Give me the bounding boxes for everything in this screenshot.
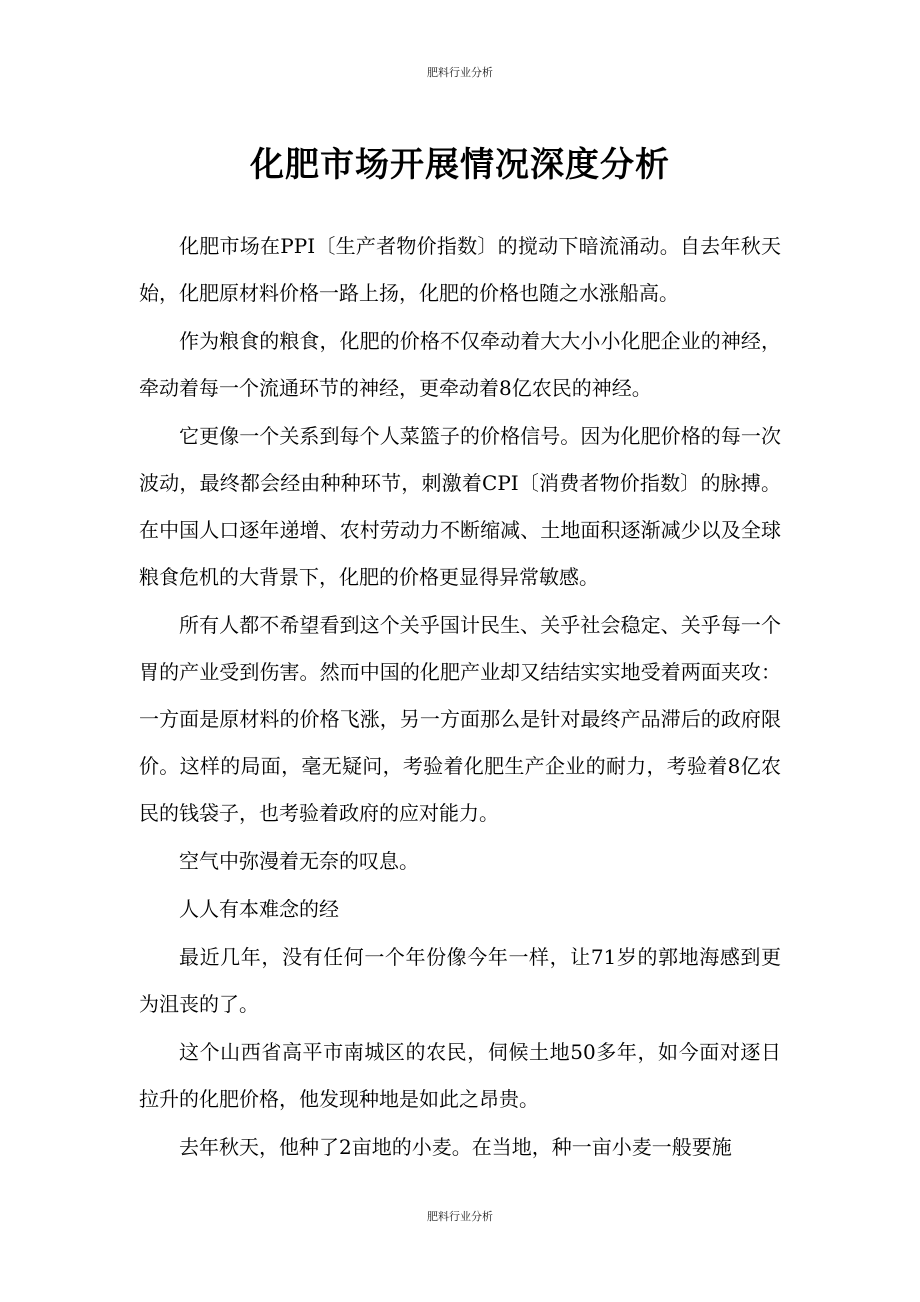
body-paragraph: 空气中弥漫着无奈的叹息。 xyxy=(179,849,419,873)
body-paragraph: 化肥市场在PPI〔生产者物价指数〕的搅动下暗流涌动。自去年秋天始，化肥原材料价格一路上扬，化肥的价格也随之水涨船高。 xyxy=(139,234,781,305)
body-paragraph: 作为粮食的粮食，化肥的价格不仅牵动着大大小小化肥企业的神经，牵动着每一个流通环节的神经，更牵动着8亿农民的神经。 xyxy=(139,329,781,400)
body-paragraph: 去年秋天，他种了2亩地的小麦。在当地，种一亩小麦一般要施 xyxy=(179,1135,732,1159)
document-title: 化肥市场开展情况深度分析 xyxy=(250,145,670,185)
body-paragraph: 这个山西省高平市南城区的农民，伺候土地50多年，如今面对逐日拉升的化肥价格，他发现种地是如此之昂贵。 xyxy=(139,1040,781,1111)
document-body xyxy=(139,223,781,1172)
body-paragraph: 它更像一个关系到每个人菜篮子的价格信号。因为化肥价格的每一次波动，最终都会经由种种环节，刺激着CPI〔消费者物价指数〕的脉搏。在中国人口逐年递增、农村劳动力不断缩减、土地面积逐渐减少以及全球粮食危机的大背景下，化肥的价格更显得异常敏感。 xyxy=(139,424,781,589)
section-heading: 人人有本难念的经 xyxy=(179,897,339,921)
page-footer: 肥料行业分析 xyxy=(427,1210,493,1223)
body-paragraph: 最近几年，没有任何一个年份像今年一样，让71岁的郭地海感到更为沮丧的了。 xyxy=(139,945,781,1016)
page-header: 肥料行业分析 xyxy=(427,66,493,79)
body-paragraph: 所有人都不希望看到这个关乎国计民生、关乎社会稳定、关乎每一个胃的产业受到伤害。然而中国的化肥产业却又结结实实地受着两面夹攻：一方面是原材料的价格飞涨，另一方面那么是针对最终产品滞后的政府限价。这样的局面，毫无疑问，考验着化肥生产企业的耐力，考验着8亿农民的钱袋子，也考验着政府的应对能力。 xyxy=(139,613,781,825)
